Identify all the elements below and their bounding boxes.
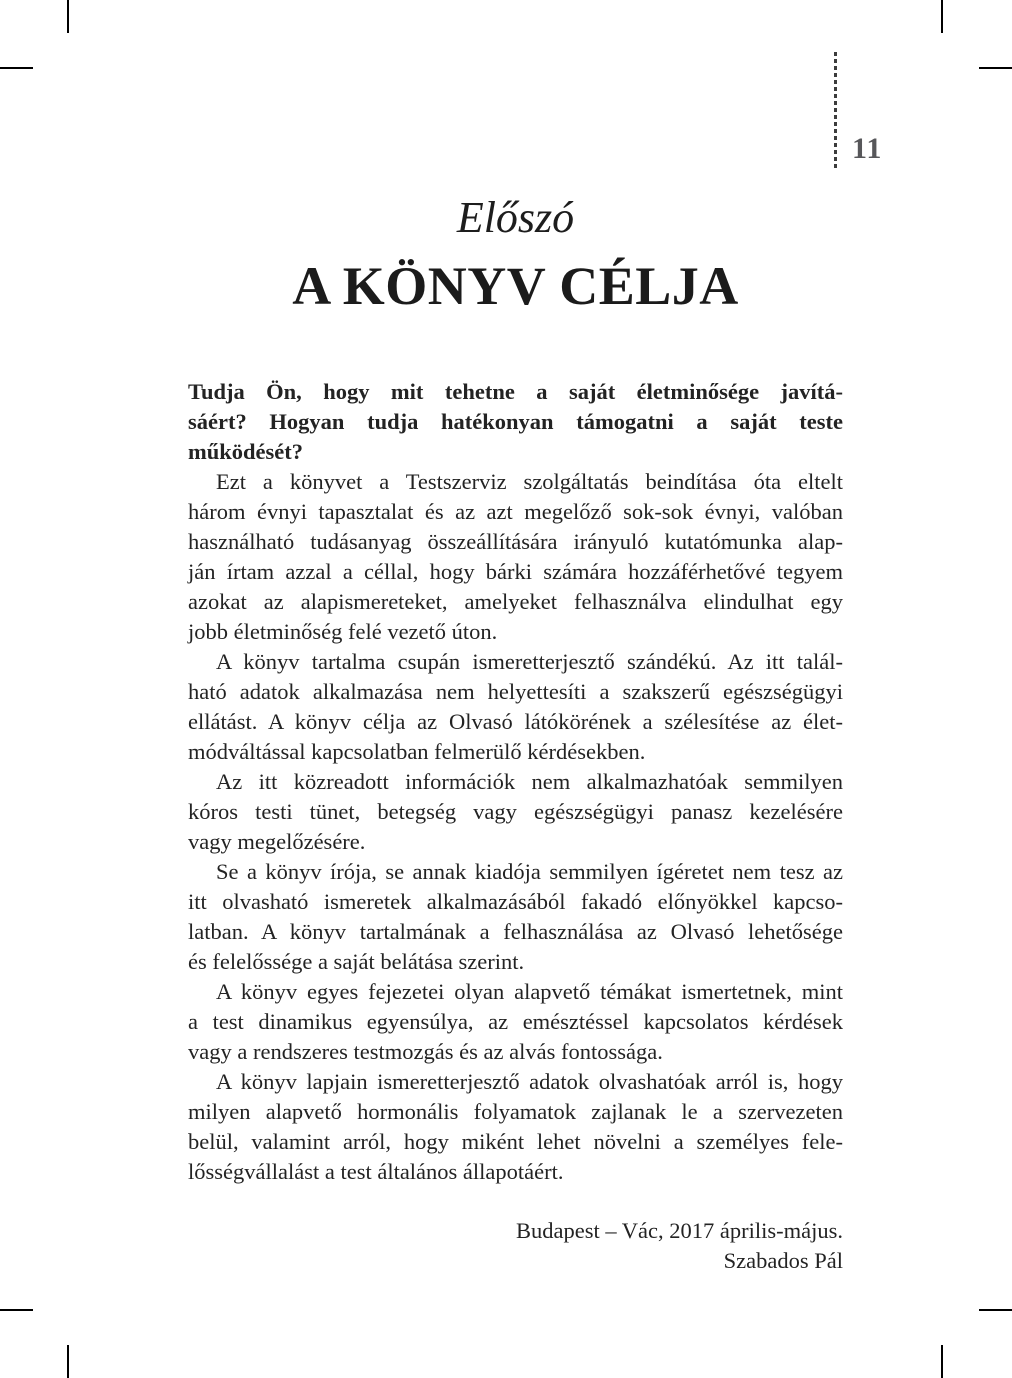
text-line: sáért? Hogyan tudja hatékonyan támogatni a saját teste bbox=[188, 409, 843, 434]
text-line: azokat az alapismereteket, amelyeket felhasználva elindulhat egy bbox=[188, 589, 843, 614]
signature bbox=[188, 1216, 843, 1276]
crop-mark-top-left-horizontal bbox=[0, 67, 33, 69]
crop-mark-bottom-right-horizontal bbox=[979, 1309, 1012, 1311]
text-line: belül, valamint arról, hogy miként lehet növelni a személyes fele- bbox=[188, 1129, 843, 1154]
paragraph bbox=[188, 767, 843, 857]
crop-mark-top-right-horizontal bbox=[979, 67, 1012, 69]
text-line: a test dinamikus egyensúlya, az emésztéssel kapcsolatos kérdések bbox=[188, 1009, 843, 1034]
text-line: latban. A könyv tartalmának a felhasználása az Olvasó lehetősége bbox=[188, 919, 843, 944]
signature-line: Szabados Pál bbox=[723, 1248, 843, 1273]
text-line: Ezt a könyvet a Testszerviz szolgáltatás beindítása óta eltelt bbox=[216, 469, 843, 494]
text-line: Se a könyv írója, se annak kiadója semmilyen ígéretet nem tesz az bbox=[216, 859, 843, 884]
paragraph bbox=[188, 467, 843, 647]
text-line: Az itt közreadott információk nem alkalmazhatóak semmilyen bbox=[216, 769, 843, 794]
crop-mark-bottom-right-vertical bbox=[941, 1345, 943, 1378]
paragraph bbox=[188, 857, 843, 977]
body-text bbox=[188, 377, 843, 1187]
paragraph bbox=[188, 647, 843, 767]
crop-mark-bottom-left-horizontal bbox=[0, 1309, 33, 1311]
text-line: kóros testi tünet, betegség vagy egészségügyi panasz kezelésére bbox=[188, 799, 843, 824]
text-line: ján írtam azzal a céllal, hogy bárki számára hozzáférhetővé tegyem bbox=[188, 559, 843, 584]
text-line: használható tudásanyag összeállítására irányuló kutatómunka alap- bbox=[188, 529, 843, 554]
chapter-kicker: Előszó bbox=[456, 193, 575, 242]
text-line: módváltással kapcsolatban felmerülő kérdésekben. bbox=[188, 739, 646, 764]
signature-line: Budapest – Vác, 2017 április-május. bbox=[515, 1218, 843, 1243]
crop-mark-bottom-left-vertical bbox=[67, 1345, 69, 1378]
chapter-title: A KÖNYV CÉLJA bbox=[292, 256, 739, 316]
text-line: vagy megelőzésére. bbox=[188, 829, 366, 854]
crop-mark-top-right-vertical bbox=[941, 0, 943, 33]
paragraph bbox=[188, 1067, 843, 1187]
text-line: ható adatok alkalmazása nem helyettesíti a szakszerű egészségügyi bbox=[188, 679, 843, 704]
text-line: A könyv lapjain ismeretterjesztő adatok olvashatóak arról is, hogy bbox=[216, 1069, 843, 1094]
paragraph bbox=[188, 377, 843, 467]
text-line: ellátást. A könyv célja az Olvasó látókörének a szélesítése az élet- bbox=[188, 709, 843, 734]
paragraph bbox=[188, 977, 843, 1067]
text-line: A könyv egyes fejezetei olyan alapvető témákat ismertetnek, mint bbox=[216, 979, 843, 1004]
text-line: lősségvállalást a test általános állapotáért. bbox=[188, 1159, 564, 1184]
text-line: A könyv tartalma csupán ismeretterjesztő szándékú. Az itt talál- bbox=[216, 649, 843, 674]
page-number: 11 bbox=[852, 132, 883, 165]
text-line: milyen alapvető hormonális folyamatok zajlanak le a szervezeten bbox=[188, 1099, 843, 1124]
text-line: itt olvasható ismeretek alkalmazásából fakadó előnyökkel kapcso- bbox=[188, 889, 843, 914]
text-line: és felelőssége a saját belátása szerint. bbox=[188, 949, 525, 974]
text-line: Tudja Ön, hogy mit tehetne a saját életminősége javítá- bbox=[188, 379, 843, 404]
crop-mark-top-left-vertical bbox=[67, 0, 69, 33]
text-line: működését? bbox=[188, 439, 304, 464]
page-number-dotted-rule bbox=[834, 52, 837, 170]
text-line: jobb életminőség felé vezető úton. bbox=[188, 619, 498, 644]
text-line: vagy a rendszeres testmozgás és az alvás fontossága. bbox=[188, 1039, 663, 1064]
text-line: három évnyi tapasztalat és az azt megelőző sok-sok évnyi, valóban bbox=[188, 499, 843, 524]
